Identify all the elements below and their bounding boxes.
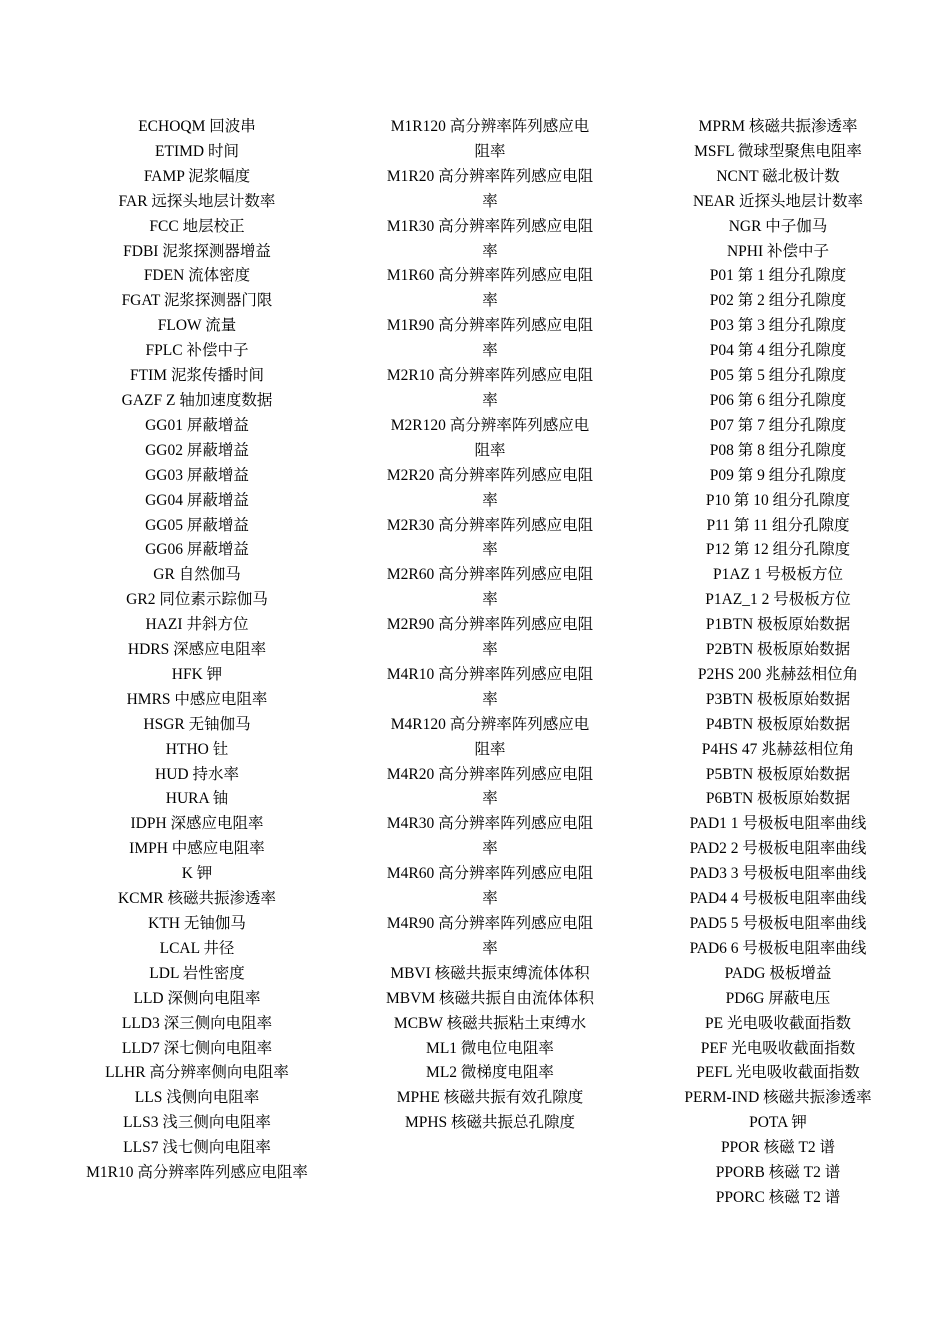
glossary-entry: GG04 屏蔽增益	[145, 491, 249, 509]
glossary-entry: LLS7 浅七侧向电阻率	[123, 1139, 271, 1157]
glossary-entry: PPORB 核磁 T2 谱	[715, 1164, 841, 1182]
glossary-entry: GG02 屏蔽增益	[145, 441, 249, 459]
glossary-entry: P08 第 8 组分孔隙度	[709, 441, 847, 459]
glossary-entry: ETIMD 时间	[155, 142, 239, 160]
glossary-entry: PAD1 1 号极板电阻率曲线	[689, 815, 867, 833]
glossary-entry: PD6G 屏蔽电压	[725, 989, 831, 1007]
glossary-entry: M2R20 高分辨率阵列感应电阻率	[386, 466, 594, 509]
glossary-entry: M4R120 高分辨率阵列感应电阻率	[390, 715, 590, 758]
glossary-entry: P6BTN 极板原始数据	[705, 790, 851, 808]
glossary-entry: M2R30 高分辨率阵列感应电阻率	[386, 516, 594, 559]
glossary-entry: HURA 铀	[165, 790, 229, 808]
glossary-entry: GG05 屏蔽增益	[145, 516, 249, 534]
glossary-entry: ECHOQM 回波串	[138, 118, 256, 135]
glossary-entry: P1AZ 1 号极板方位	[712, 566, 844, 584]
glossary-entry: FAR 远探头地层计数率	[118, 192, 276, 210]
glossary-entry: M4R20 高分辨率阵列感应电阻率	[386, 765, 594, 808]
glossary-entry: HUD 持水率	[155, 765, 239, 783]
glossary-entry: NCNT 磁北极计数	[716, 167, 840, 185]
glossary-entry: M1R120 高分辨率阵列感应电阻率	[390, 118, 590, 160]
glossary-entry: LLD3 深三侧向电阻率	[121, 1014, 273, 1032]
glossary-entry: LLD7 深七侧向电阻率	[121, 1039, 273, 1057]
glossary-entry: M4R60 高分辨率阵列感应电阻率	[386, 865, 594, 908]
glossary-entry: HSGR 无铀伽马	[143, 715, 251, 733]
glossary-entry: POTA 钾	[749, 1114, 807, 1132]
glossary-entry: MPRM 核磁共振渗透率	[698, 118, 858, 135]
glossary-entry: LLD 深侧向电阻率	[133, 989, 261, 1007]
glossary-column-1	[78, 115, 316, 1186]
glossary-entry: P4HS 47 兆赫兹相位角	[701, 740, 855, 758]
glossary-entry: M1R60 高分辨率阵列感应电阻率	[386, 267, 594, 310]
glossary-entry: PADG 极板增益	[724, 964, 832, 982]
glossary-entry: M1R20 高分辨率阵列感应电阻率	[386, 167, 594, 210]
glossary-entry: P1BTN 极板原始数据	[705, 616, 851, 634]
glossary-entry: HFK 钾	[171, 665, 223, 683]
glossary-entry: MPHS 核磁共振总孔隙度	[404, 1114, 576, 1132]
glossary-entry: LDL 岩性密度	[149, 964, 245, 982]
glossary-entry: P12 第 12 组分孔隙度	[705, 541, 851, 559]
glossary-entry: M1R30 高分辨率阵列感应电阻率	[386, 217, 594, 260]
glossary-entry: MPHE 核磁共振有效孔隙度	[396, 1089, 584, 1107]
glossary-entry: K 钾	[181, 865, 213, 883]
glossary-entry: HAZI 井斜方位	[145, 616, 249, 634]
glossary-entry: NGR 中子伽马	[728, 217, 828, 235]
glossary-entry: GAZF Z 轴加速度数据	[121, 391, 273, 409]
glossary-entry: PPOR 核磁 T2 谱	[720, 1139, 836, 1157]
glossary-entry: P4BTN 极板原始数据	[705, 715, 851, 733]
glossary-entry: P10 第 10 组分孔隙度	[705, 491, 851, 509]
glossary-entry: PAD4 4 号极板电阻率曲线	[689, 890, 867, 908]
glossary-entry: P2HS 200 兆赫兹相位角	[697, 665, 859, 683]
glossary-entry: PEFL 光电吸收截面指数	[696, 1064, 860, 1082]
glossary-entry: NPHI 补偿中子	[726, 242, 830, 260]
glossary-entry: FDEN 流体密度	[143, 267, 251, 285]
glossary-entry: GG03 屏蔽增益	[145, 466, 249, 484]
glossary-entry: FAMP 泥浆幅度	[143, 167, 251, 185]
glossary-entry: P03 第 3 组分孔隙度	[709, 317, 847, 335]
glossary-entry: MSFL 微球型聚焦电阻率	[694, 142, 862, 160]
glossary-entry: MBVM 核磁共振自由流体体积	[386, 989, 594, 1007]
glossary-entry: GR 自然伽马	[153, 566, 241, 584]
glossary-entry: PEF 光电吸收截面指数	[700, 1039, 856, 1057]
glossary-entry: HMRS 中感应电阻率	[126, 690, 268, 708]
glossary-entry: M2R60 高分辨率阵列感应电阻率	[386, 566, 594, 609]
glossary-entry: M1R10 高分辨率阵列感应电阻率	[86, 1164, 308, 1182]
glossary-entry: PAD2 2 号极板电阻率曲线	[689, 840, 867, 858]
glossary-entry: FDBI 泥浆探测器增益	[123, 242, 271, 260]
glossary-entry: GG01 屏蔽增益	[145, 416, 249, 434]
glossary-entry: FLOW 流量	[157, 317, 237, 335]
glossary-entry: GR2 同位素示踪伽马	[126, 591, 268, 609]
glossary-entry: LLS 浅侧向电阻率	[134, 1089, 260, 1107]
glossary-entry: M2R90 高分辨率阵列感应电阻率	[386, 616, 594, 659]
glossary-entry: FTIM 泥浆传播时间	[130, 367, 264, 385]
glossary-entry: FPLC 补偿中子	[145, 342, 249, 360]
glossary-entry: IDPH 深感应电阻率	[130, 815, 264, 833]
glossary-entry: P04 第 4 组分孔隙度	[709, 342, 847, 360]
glossary-entry: P3BTN 极板原始数据	[705, 690, 851, 708]
glossary-entry: LLS3 浅三侧向电阻率	[123, 1114, 271, 1132]
glossary-entry: FGAT 泥浆探测器门限	[121, 292, 273, 310]
glossary-entry: PAD6 6 号极板电阻率曲线	[689, 939, 867, 957]
glossary-entry: PAD5 5 号极板电阻率曲线	[689, 915, 867, 932]
glossary-entry: ML2 微梯度电阻率	[426, 1064, 554, 1082]
glossary-entry: KTH 无铀伽马	[148, 915, 246, 932]
glossary-entry: M4R30 高分辨率阵列感应电阻率	[386, 815, 594, 858]
glossary-entry: P06 第 6 组分孔隙度	[709, 391, 847, 409]
glossary-entry: P07 第 7 组分孔隙度	[709, 416, 847, 434]
glossary-column-2	[362, 115, 618, 1136]
glossary-entry: NEAR 近探头地层计数率	[692, 192, 864, 210]
glossary-entry: P5BTN 极板原始数据	[705, 765, 851, 783]
glossary-entry: P1AZ_1 2 号极板方位	[705, 591, 851, 609]
glossary-entry: M2R10 高分辨率阵列感应电阻率	[386, 367, 594, 409]
glossary-entry: PE 光电吸收截面指数	[705, 1014, 851, 1032]
glossary-entry: M4R90 高分辨率阵列感应电阻率	[386, 915, 594, 957]
glossary-entry: M2R120 高分辨率阵列感应电阻率	[390, 416, 590, 459]
glossary-entry: HDRS 深感应电阻率	[127, 641, 267, 659]
glossary-entry: P01 第 1 组分孔隙度	[709, 267, 847, 285]
glossary-entry: ML1 微电位电阻率	[426, 1039, 554, 1057]
glossary-entry: FCC 地层校正	[149, 217, 245, 235]
glossary-entry: P09 第 9 组分孔隙度	[709, 466, 847, 484]
glossary-entry: LLHR 高分辨率侧向电阻率	[105, 1064, 289, 1082]
glossary-entry: LCAL 井径	[159, 939, 235, 957]
glossary-entry: PAD3 3 号极板电阻率曲线	[689, 865, 867, 883]
glossary-entry: MBVI 核磁共振束缚流体体积	[390, 964, 590, 982]
glossary-entry: P05 第 5 组分孔隙度	[709, 367, 847, 385]
glossary-entry: GG06 屏蔽增益	[145, 541, 249, 559]
glossary-entry: KCMR 核磁共振渗透率	[117, 890, 277, 908]
glossary-entry: P11 第 11 组分孔隙度	[706, 516, 850, 534]
glossary-entry: MCBW 核磁共振粘土束缚水	[393, 1014, 587, 1032]
glossary-entry: PERM-IND 核磁共振渗透率	[684, 1089, 872, 1107]
glossary-entry: M1R90 高分辨率阵列感应电阻率	[386, 317, 594, 360]
glossary-entry: PPORC 核磁 T2 谱	[715, 1188, 841, 1206]
glossary-entry: IMPH 中感应电阻率	[129, 840, 265, 858]
glossary-entry: P2BTN 极板原始数据	[705, 641, 851, 659]
glossary-entry: M4R10 高分辨率阵列感应电阻率	[386, 665, 594, 708]
glossary-entry: P02 第 2 组分孔隙度	[709, 292, 847, 310]
glossary-entry: HTHO 钍	[165, 740, 229, 758]
glossary-column-3	[660, 115, 896, 1211]
